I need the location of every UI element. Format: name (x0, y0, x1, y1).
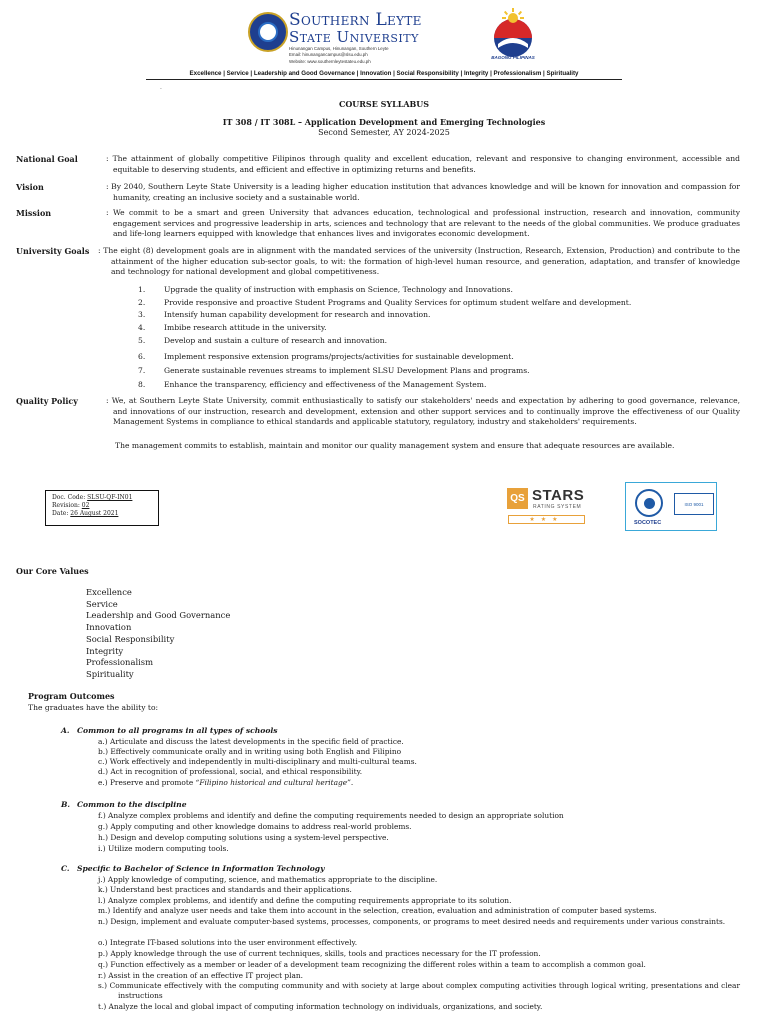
bagong-pilipinas-logo (488, 8, 538, 60)
goal-text: Implement responsive extension programs/projects/activities for sustainable development. (164, 352, 514, 361)
core-value-item: Excellence (86, 587, 132, 597)
revision-value: 02 (81, 502, 90, 509)
goal-item (138, 380, 486, 389)
outcome-item: p.) Apply knowledge through the use of current techniques, skills, tools and practices necessary for the IT profession. (98, 949, 541, 958)
mission-text: : We commit to be a smart and green University that advances education, technological and professional instruction, research and innovation, community engagement services and progressive leadership in arts, sciences and technology that are relevant to the needs of the global communities. We produce graduates and life-long learners equipped with knowledge that enhances lives and invigorates economic development. (106, 208, 740, 239)
goal-item (138, 298, 631, 307)
goal-text: Enhance the transparency, efficiency and effectiveness of the Management System. (164, 380, 487, 389)
outcome-item: f.) Analyze complex problems and identify and define the computing requirements needed to design an appropriate solution (98, 811, 564, 820)
core-value-item: Professionalism (86, 657, 154, 668)
mission-text-block (106, 208, 740, 240)
stars-subtitle: RATING SYSTEM (533, 504, 582, 510)
document-type-title: COURSE SYLLABUS (338, 99, 430, 109)
outcome-item-quote: “Filipino historical and cultural heritage” (195, 778, 351, 787)
goal-item (138, 366, 530, 375)
revision-row (52, 502, 152, 510)
mission-label: Mission (16, 208, 52, 218)
core-value-item: Leadership and Good Governance (86, 610, 231, 621)
goal-item (138, 285, 513, 294)
university-goals-text-block (98, 246, 740, 278)
qs-mark: QS (507, 488, 528, 509)
program-outcomes-intro: The graduates have the ability to: (28, 703, 159, 712)
certification-ring-icon (635, 489, 663, 517)
outcome-item: h.) Design and develop computing solutions using a system-level perspective. (98, 833, 389, 842)
outcome-item: j.) Apply knowledge of computing, science, and mathematics appropriate to the discipline. (98, 875, 438, 884)
goal-text: Upgrade the quality of instruction with emphasis on Science, Technology and Innovations. (164, 285, 513, 294)
revision-label: Revision: (52, 502, 82, 509)
stars-title: STARS (532, 487, 585, 504)
header-rule (146, 79, 622, 80)
outcome-section-heading (61, 864, 325, 873)
date-row (52, 510, 152, 518)
goal-text: Imbibe research attitude in the university. (164, 323, 327, 332)
outcome-item: i.) Utilize modern computing tools. (98, 844, 229, 853)
date-label: Date: (52, 510, 71, 517)
goal-number: 6. (138, 352, 146, 361)
core-values-list (86, 587, 230, 681)
stray-mark: . (160, 84, 162, 91)
outcome-item: b.) Effectively communicate orally and in writing using both English and Filipino (98, 747, 402, 756)
outcome-item (98, 778, 740, 787)
university-name-line2: State University (289, 28, 419, 46)
core-values-banner: Excellence | Service | Leadership and Good Governance | Innovation | Social Responsibility | Integrity | Professionalism | Spirituality (189, 70, 579, 77)
university-goals-label: University Goals (16, 246, 90, 256)
core-values-heading: Our Core Values (16, 566, 89, 576)
national-goal-text: : The attainment of globally competitive Filipinos through quality and excellent education, relevant and responsive to changing environment, accessible and equitable to deserving students, and efficient and effective in optimizing returns and benefits. (106, 154, 740, 174)
goal-number: 4. (138, 323, 146, 332)
document-header (0, 0, 768, 91)
core-value-item: Innovation (86, 622, 132, 633)
section-letter: C. (61, 864, 70, 873)
program-outcomes-heading: Program Outcomes (28, 691, 115, 701)
campus-email: Email: hinunangancampus@slsu.edu.ph (289, 52, 368, 58)
goal-number: 8. (138, 380, 146, 389)
outcome-item: q.) Function effectively as a member or leader of a development team recognizing the different roles within a team to accomplish a common goal. (98, 960, 646, 969)
goal-item (138, 323, 327, 332)
section-letter: A. (61, 726, 70, 735)
outcome-item: m.) Identify and analyze user needs and take them into account in the selection, creation, evaluation and administration of computer based systems. (98, 906, 657, 915)
quality-policy-text: : We, at Southern Leyte State University, commit enthusiastically to satisfy our stakeholders' needs and expectation by adhering to good governance, relevance, and innovations of our instruction, research and development, extension and other support services and to continually improve the effectiveness of our Quality Management Systems in compliance to ethical standards and applicable statutory, regulatory, industry and stakeholders' requirements. (106, 396, 740, 427)
goal-item (138, 352, 514, 361)
outcome-item-end: . (350, 778, 354, 787)
core-value-item: Service (86, 598, 118, 609)
iso-standard-label: ISO 9001 (674, 493, 714, 515)
quality-policy-commitment: The management commits to establish, maintain and monitor our quality management system and ensure that adequate resources are available. (115, 441, 675, 450)
outcome-item: d.) Act in recognition of professional, social, and ethical responsibility. (98, 767, 363, 776)
outcome-item: s.) Communicate effectively with the computing community and with society at large about complex computing activities through logical writing, presentations and clear instructions (98, 981, 740, 1000)
goal-number: 2. (138, 298, 146, 307)
star-rating-icon: ★★★ (508, 515, 585, 524)
goal-item (138, 336, 387, 345)
outcome-item-text: e.) Preserve and promote (98, 778, 196, 787)
university-wordmark (289, 12, 422, 64)
goal-text: Intensify human capability development for research and innovation. (164, 310, 431, 319)
outcome-item: g.) Apply computing and other knowledge domains to address real-world problems. (98, 822, 412, 831)
outcome-section-heading (61, 726, 278, 735)
goal-number: 3. (138, 310, 146, 319)
core-value-item: Spirituality (86, 668, 134, 679)
outcome-item: a.) Articulate and discuss the latest developments in the specific field of practice. (98, 737, 404, 746)
core-value-item: Integrity (86, 645, 124, 656)
goal-text: Generate sustainable revenues streams to implement SLSU Development Plans and programs. (164, 366, 530, 375)
date-value: 26 August 2021 (70, 510, 119, 517)
university-name-line1: Southern Leyte (289, 10, 422, 30)
university-goals-text: : The eight (8) development goals are in alignment with the mandated services of the university (Instruction, Research, Extension, Production) and contribute to the attainment of the higher education sub-sector goals, to wit: the formation of high-level human resource, and generation, adaptation, and transfer of knowledge and technology for national development and global competitiveness. (98, 246, 740, 277)
quality-policy-text-block (106, 396, 740, 428)
national-goal-label: National Goal (16, 154, 78, 164)
outcome-item: o.) Integrate IT-based solutions into the user environment effectively. (98, 938, 358, 947)
section-letter: B. (61, 800, 71, 809)
vision-text: : By 2040, Southern Leyte State University is a leading higher education institution that advances knowledge and will be known for innovation and compassion for humanity, creating an inclusive society and a sustainable world. (106, 182, 740, 202)
outcome-item: r.) Assist in the creation of an effective IT project plan. (98, 971, 304, 980)
campus-address: Hinunangan Campus, Hinunangan, Southern Leyte (289, 46, 389, 51)
bagong-pilipinas-label: BAGONG PILIPINAS (491, 55, 535, 60)
outcome-item: c.) Work effectively and independently in multi-disciplinary and multi-cultural teams. (98, 757, 417, 766)
national-goal-text-block (106, 154, 740, 175)
core-value-item: Social Responsibility (86, 633, 175, 644)
goal-number: 7. (138, 366, 146, 375)
certifier-label: SOCOTEC (634, 520, 662, 526)
doc-code-label: Doc. Code: (52, 494, 88, 501)
section-title: Specific to Bachelor of Science in Information Technology (77, 864, 325, 873)
quality-policy-label: Quality Policy (16, 396, 78, 406)
doc-code-value: SLSU-QF-IN01 (87, 494, 133, 501)
section-title: Common to all programs in all types of schools (77, 726, 278, 735)
vision-text-block (106, 182, 740, 203)
goal-text: Develop and sustain a culture of research and innovation. (164, 336, 387, 345)
qs-stars-badge (507, 488, 587, 528)
goal-text: Provide responsive and proactive Student Programs and Quality Services for optimum student welfare and development. (164, 298, 632, 307)
goal-number: 5. (138, 336, 146, 345)
outcome-item: l.) Analyze complex problems, and identify and define the computing requirements appropriate to its solution. (98, 896, 512, 905)
goal-number: 1. (138, 285, 146, 294)
outcome-item: n.) Design, implement and evaluate computer-based systems, processes, components, or programs to meet desired needs and requirements under various constraints. (98, 917, 726, 926)
university-seal-logo (248, 12, 288, 52)
outcome-item: k.) Understand best practices and standards and their applications. (98, 885, 352, 894)
campus-website: Website: www.southernleytestateu.edu.ph (289, 58, 371, 64)
outcome-item: t.) Analyze the local and global impact of computing information technology on individuals, organizations, and society. (98, 1002, 543, 1011)
iso-certification-badge (625, 482, 717, 531)
vision-label: Vision (16, 182, 44, 192)
goal-item (138, 310, 430, 319)
term-subtitle: Second Semester, AY 2024-2025 (318, 128, 450, 137)
doc-code-row (52, 494, 152, 502)
section-title: Common to the discipline (77, 800, 187, 809)
course-title: IT 308 / IT 308L – Application Development and Emerging Technologies (222, 117, 546, 127)
outcome-section-heading (61, 800, 187, 809)
document-control-box (45, 490, 159, 526)
